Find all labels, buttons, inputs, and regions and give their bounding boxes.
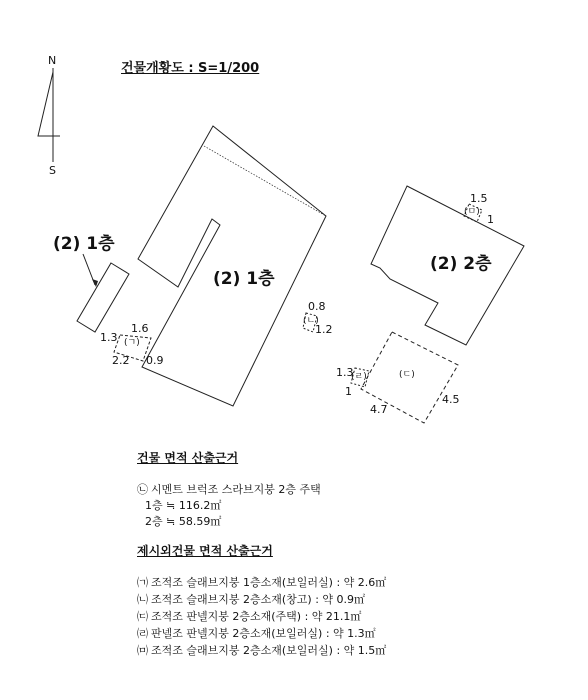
area-item-text: 시멘트 브럭조 스라브지붕 2층 주택 (151, 483, 321, 496)
dim-da-width: 4.7 (370, 403, 388, 416)
north-label: N (48, 54, 57, 67)
drawing-title: 건물개황도 : S=1/200 (121, 61, 260, 76)
area-floor2: 2층 ≒ 58.59㎡ (145, 515, 222, 528)
mark-ga: (ㄱ) (124, 338, 140, 348)
mark-da: (ㄷ) (399, 370, 415, 380)
annex-building-label: (2) 1층 (53, 234, 115, 254)
other-item-tag: ㈂ (137, 610, 148, 623)
other-item (137, 628, 376, 639)
main-building-1f-outline (138, 126, 326, 406)
other-section-heading: 제시외건물 면적 산출근거 (137, 544, 273, 558)
dim-ga-right: 0.9 (146, 354, 164, 367)
other-item-tag: ㈀ (137, 576, 148, 589)
area-section-item (137, 484, 321, 495)
main-building-eave-line (204, 146, 326, 216)
other-item-tag: ㈁ (137, 593, 148, 606)
building-2f-label: (2) 2층 (430, 254, 492, 274)
other-item-text: 조적조 판넬지붕 2층소재(주택) : 약 21.1㎡ (151, 610, 362, 623)
dim-ma-width: 1.5 (470, 192, 488, 205)
area-floor1: 1층 ≒ 116.2㎡ (145, 499, 222, 512)
mark-ra: (ㄹ) (351, 372, 367, 382)
dim-ra-width: 1.3 (336, 366, 354, 379)
dim-na-width: 0.8 (308, 300, 326, 313)
other-item (137, 577, 386, 588)
dim-ra-height: 1 (345, 385, 352, 398)
dim-na-height: 1.2 (315, 323, 333, 336)
other-item-text: 판넬조 판넬지붕 2층소재(보일러실) : 약 1.3㎡ (151, 627, 376, 640)
mark-ma: (ㅁ) (464, 207, 480, 217)
other-item (137, 645, 386, 656)
other-item-text: 조적조 슬래브지붕 1층소재(보일러실) : 약 2.6㎡ (151, 576, 387, 589)
other-item (137, 611, 361, 622)
annex-1f-outline (77, 263, 129, 332)
other-item-tag: ㈃ (137, 627, 148, 640)
dim-ma-height: 1 (487, 213, 494, 226)
area-section-heading: 건물 면적 산출근거 (137, 451, 239, 465)
north-arrow-icon (38, 68, 60, 162)
other-item-text: 조적조 슬래브지붕 2층소재(창고) : 약 0.9㎡ (151, 593, 366, 606)
mark-na: (ㄴ) (303, 316, 319, 326)
other-item-tag: ㈄ (137, 644, 148, 657)
dim-ga-height: 1.6 (131, 322, 149, 335)
other-item-text: 조적조 슬래브지붕 2층소재(보일러실) : 약 1.5㎡ (151, 644, 387, 657)
other-item (137, 594, 365, 605)
main-building-label: (2) 1층 (213, 269, 275, 289)
dim-da-height: 4.5 (442, 393, 460, 406)
south-label: S (49, 164, 56, 177)
dim-ga-left: 2.2 (112, 354, 130, 367)
area-item-tag: ㉡ (137, 483, 148, 496)
dim-ga-width: 1.3 (100, 331, 118, 344)
